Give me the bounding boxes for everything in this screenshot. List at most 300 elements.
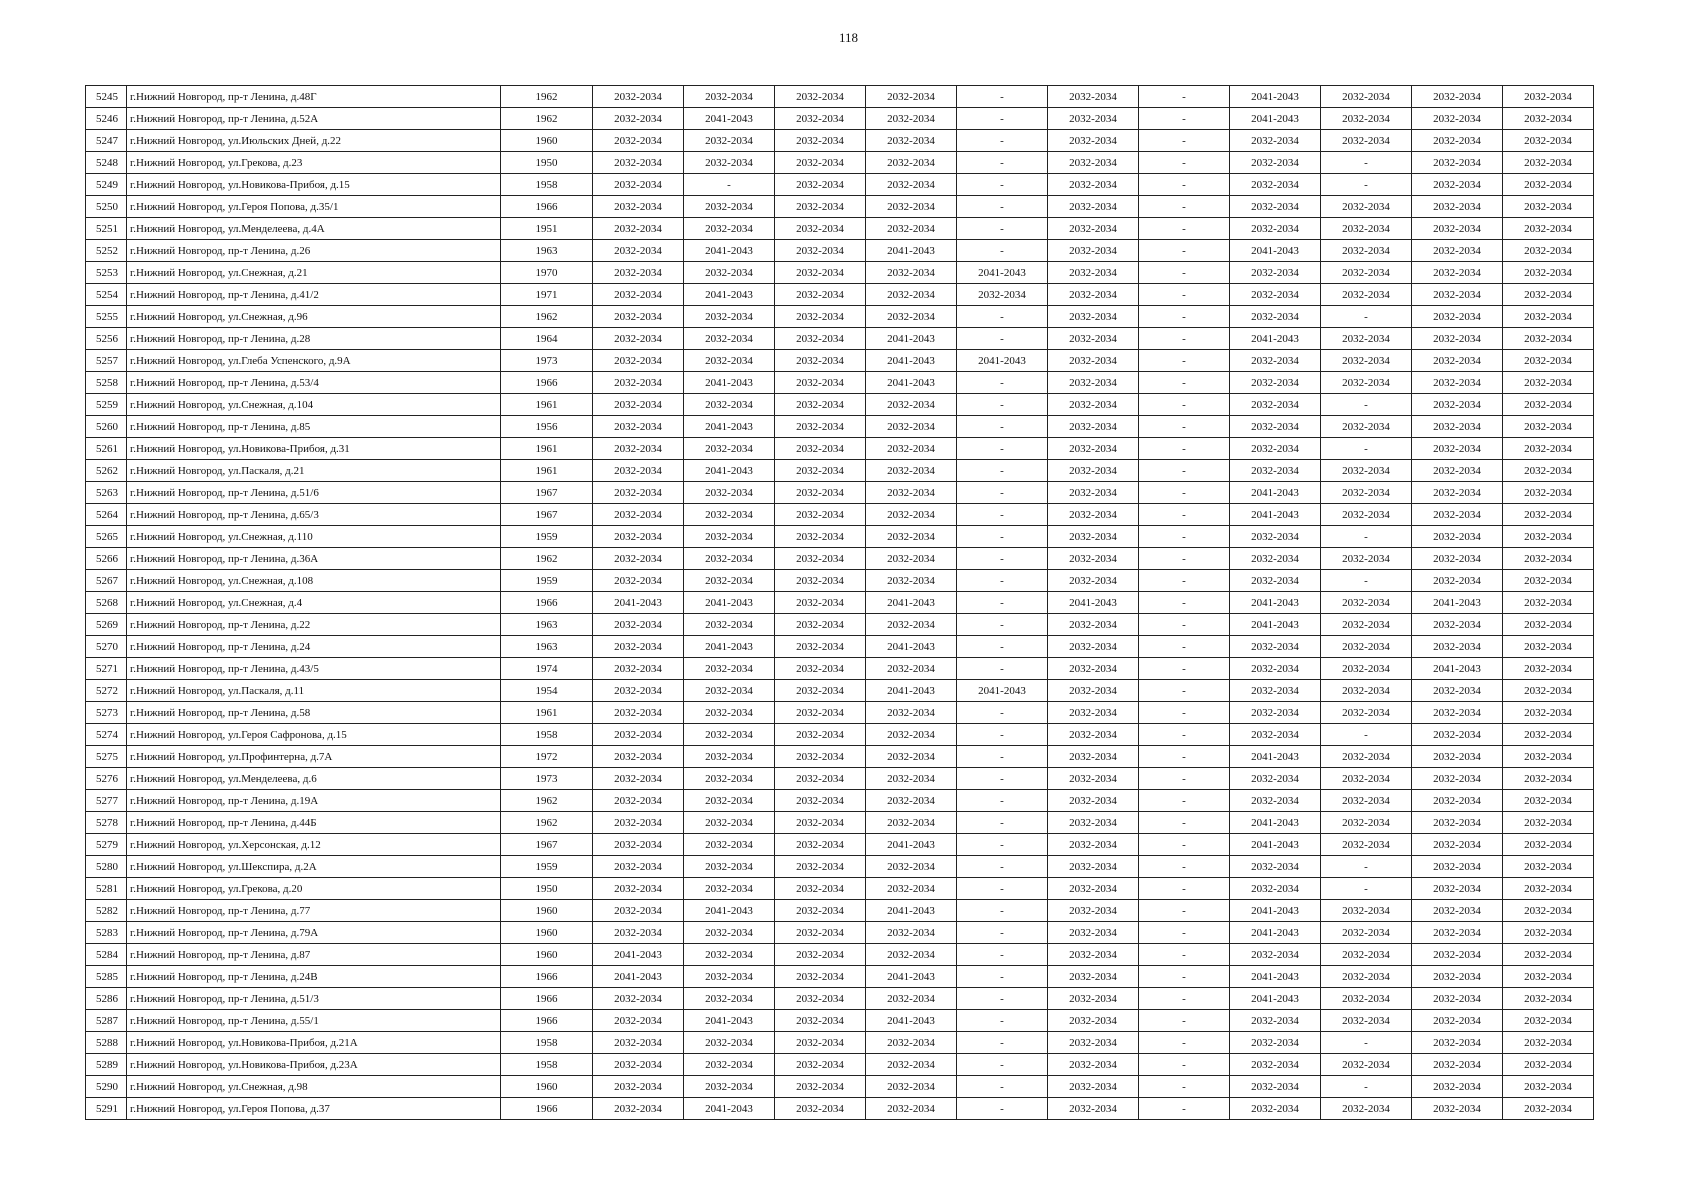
period-cell: 2032-2034: [1412, 680, 1503, 702]
period-cell: 2032-2034: [593, 108, 684, 130]
period-cell: 2032-2034: [1048, 1098, 1139, 1120]
period-cell: -: [1139, 856, 1230, 878]
period-cell: 2041-2043: [593, 966, 684, 988]
period-cell: -: [1321, 878, 1412, 900]
period-cell: -: [1139, 372, 1230, 394]
period-cell: 2032-2034: [1321, 966, 1412, 988]
period-cell: 2032-2034: [684, 724, 775, 746]
period-cell: 2032-2034: [1230, 438, 1321, 460]
address-cell: г.Нижний Новгород, ул.Снежная, д.98: [127, 1076, 501, 1098]
period-cell: 2032-2034: [1048, 240, 1139, 262]
period-cell: 2032-2034: [593, 438, 684, 460]
period-cell: 2032-2034: [1048, 922, 1139, 944]
period-cell: -: [1139, 680, 1230, 702]
period-cell: 2032-2034: [775, 372, 866, 394]
period-cell: 2032-2034: [866, 218, 957, 240]
period-cell: -: [957, 768, 1048, 790]
table-row: [86, 108, 1594, 130]
period-cell: 2032-2034: [1321, 1098, 1412, 1120]
year-cell: 1974: [501, 658, 593, 680]
period-cell: 2032-2034: [775, 460, 866, 482]
period-cell: 2032-2034: [593, 218, 684, 240]
address-cell: г.Нижний Новгород, ул.Июльских Дней, д.22: [127, 130, 501, 152]
period-cell: 2032-2034: [593, 1054, 684, 1076]
table-row: [86, 372, 1594, 394]
period-cell: 2032-2034: [1230, 306, 1321, 328]
period-cell: 2032-2034: [957, 284, 1048, 306]
period-cell: 2032-2034: [593, 768, 684, 790]
period-cell: 2032-2034: [593, 658, 684, 680]
row-number-cell: 5251: [86, 218, 127, 240]
period-cell: 2032-2034: [1412, 196, 1503, 218]
period-cell: 2041-2043: [1230, 812, 1321, 834]
year-cell: 1960: [501, 944, 593, 966]
period-cell: 2032-2034: [1503, 900, 1594, 922]
row-number-cell: 5280: [86, 856, 127, 878]
period-cell: -: [1139, 86, 1230, 108]
period-cell: 2032-2034: [775, 614, 866, 636]
period-cell: -: [1139, 614, 1230, 636]
period-cell: 2032-2034: [1321, 548, 1412, 570]
period-cell: 2032-2034: [1230, 416, 1321, 438]
period-cell: 2032-2034: [866, 944, 957, 966]
table-row: [86, 636, 1594, 658]
table-row: [86, 966, 1594, 988]
period-cell: 2032-2034: [775, 1010, 866, 1032]
address-cell: г.Нижний Новгород, пр-т Ленина, д.43/5: [127, 658, 501, 680]
period-cell: 2032-2034: [775, 86, 866, 108]
period-cell: -: [1321, 570, 1412, 592]
address-cell: г.Нижний Новгород, пр-т Ленина, д.48Г: [127, 86, 501, 108]
period-cell: 2032-2034: [1503, 262, 1594, 284]
period-cell: 2032-2034: [775, 834, 866, 856]
period-cell: 2032-2034: [1230, 196, 1321, 218]
period-cell: 2032-2034: [1503, 416, 1594, 438]
period-cell: 2041-2043: [1230, 86, 1321, 108]
period-cell: -: [1139, 746, 1230, 768]
period-cell: 2032-2034: [866, 878, 957, 900]
year-cell: 1973: [501, 768, 593, 790]
table-row: [86, 592, 1594, 614]
period-cell: 2032-2034: [593, 1032, 684, 1054]
period-cell: 2032-2034: [1048, 460, 1139, 482]
period-cell: 2032-2034: [593, 482, 684, 504]
period-cell: -: [1321, 856, 1412, 878]
period-cell: 2032-2034: [1412, 438, 1503, 460]
period-cell: -: [1139, 482, 1230, 504]
period-cell: 2032-2034: [684, 790, 775, 812]
period-cell: 2032-2034: [684, 746, 775, 768]
period-cell: 2032-2034: [1412, 944, 1503, 966]
period-cell: 2032-2034: [1048, 350, 1139, 372]
period-cell: -: [1139, 350, 1230, 372]
period-cell: -: [1321, 724, 1412, 746]
row-number-cell: 5256: [86, 328, 127, 350]
period-cell: 2032-2034: [1412, 966, 1503, 988]
period-cell: 2032-2034: [684, 548, 775, 570]
period-cell: 2032-2034: [1503, 460, 1594, 482]
address-cell: г.Нижний Новгород, пр-т Ленина, д.51/3: [127, 988, 501, 1010]
row-number-cell: 5253: [86, 262, 127, 284]
period-cell: 2032-2034: [775, 108, 866, 130]
period-cell: 2032-2034: [1321, 636, 1412, 658]
period-cell: 2032-2034: [866, 108, 957, 130]
period-cell: 2032-2034: [1503, 482, 1594, 504]
row-number-cell: 5270: [86, 636, 127, 658]
period-cell: 2032-2034: [1230, 680, 1321, 702]
period-cell: -: [1139, 944, 1230, 966]
period-cell: -: [957, 152, 1048, 174]
row-number-cell: 5250: [86, 196, 127, 218]
period-cell: -: [957, 328, 1048, 350]
period-cell: 2041-2043: [1230, 328, 1321, 350]
period-cell: 2032-2034: [593, 812, 684, 834]
period-cell: 2032-2034: [1503, 570, 1594, 592]
period-cell: 2032-2034: [866, 416, 957, 438]
period-cell: -: [1139, 592, 1230, 614]
period-cell: -: [1139, 570, 1230, 592]
period-cell: 2032-2034: [1230, 658, 1321, 680]
table-row: [86, 504, 1594, 526]
period-cell: 2041-2043: [684, 460, 775, 482]
period-cell: 2032-2034: [1230, 1098, 1321, 1120]
period-cell: 2041-2043: [866, 680, 957, 702]
period-cell: -: [957, 878, 1048, 900]
row-number-cell: 5259: [86, 394, 127, 416]
period-cell: 2032-2034: [866, 1098, 957, 1120]
address-cell: г.Нижний Новгород, ул.Героя Попова, д.37: [127, 1098, 501, 1120]
table-row: [86, 658, 1594, 680]
period-cell: 2032-2034: [593, 680, 684, 702]
period-cell: 2032-2034: [1048, 702, 1139, 724]
period-cell: 2032-2034: [593, 504, 684, 526]
period-cell: 2032-2034: [593, 350, 684, 372]
period-cell: 2032-2034: [1048, 746, 1139, 768]
period-cell: -: [1139, 922, 1230, 944]
period-cell: 2032-2034: [1321, 768, 1412, 790]
period-cell: 2032-2034: [684, 878, 775, 900]
period-cell: -: [957, 966, 1048, 988]
period-cell: 2041-2043: [1230, 834, 1321, 856]
year-cell: 1962: [501, 812, 593, 834]
period-cell: 2032-2034: [866, 306, 957, 328]
period-cell: 2041-2043: [866, 834, 957, 856]
period-cell: 2041-2043: [866, 240, 957, 262]
year-cell: 1962: [501, 86, 593, 108]
period-cell: 2032-2034: [1412, 570, 1503, 592]
year-cell: 1971: [501, 284, 593, 306]
address-cell: г.Нижний Новгород, ул.Паскаля, д.21: [127, 460, 501, 482]
period-cell: -: [957, 482, 1048, 504]
period-cell: 2032-2034: [775, 1076, 866, 1098]
row-number-cell: 5271: [86, 658, 127, 680]
period-cell: 2032-2034: [1048, 328, 1139, 350]
address-cell: г.Нижний Новгород, ул.Паскаля, д.11: [127, 680, 501, 702]
period-cell: 2032-2034: [1503, 1098, 1594, 1120]
period-cell: 2032-2034: [775, 1032, 866, 1054]
period-cell: 2032-2034: [775, 636, 866, 658]
period-cell: -: [957, 504, 1048, 526]
period-cell: -: [1139, 834, 1230, 856]
address-cell: г.Нижний Новгород, пр-т Ленина, д.19А: [127, 790, 501, 812]
period-cell: 2032-2034: [1503, 152, 1594, 174]
period-cell: -: [684, 174, 775, 196]
table-row: [86, 790, 1594, 812]
period-cell: 2032-2034: [1412, 548, 1503, 570]
address-cell: г.Нижний Новгород, ул.Снежная, д.4: [127, 592, 501, 614]
period-cell: 2032-2034: [1503, 548, 1594, 570]
address-cell: г.Нижний Новгород, ул.Грекова, д.23: [127, 152, 501, 174]
period-cell: 2032-2034: [1321, 592, 1412, 614]
period-cell: 2032-2034: [866, 922, 957, 944]
address-cell: г.Нижний Новгород, пр-т Ленина, д.22: [127, 614, 501, 636]
period-cell: 2032-2034: [1412, 108, 1503, 130]
period-cell: -: [1139, 1076, 1230, 1098]
period-cell: 2032-2034: [684, 944, 775, 966]
period-cell: -: [1321, 306, 1412, 328]
period-cell: 2032-2034: [775, 790, 866, 812]
period-cell: 2032-2034: [1503, 394, 1594, 416]
period-cell: 2032-2034: [593, 284, 684, 306]
row-number-cell: 5262: [86, 460, 127, 482]
period-cell: -: [1321, 1032, 1412, 1054]
period-cell: 2032-2034: [593, 328, 684, 350]
period-cell: 2032-2034: [775, 350, 866, 372]
period-cell: 2032-2034: [775, 218, 866, 240]
table-row: [86, 856, 1594, 878]
period-cell: -: [957, 614, 1048, 636]
address-cell: г.Нижний Новгород, ул.Снежная, д.104: [127, 394, 501, 416]
period-cell: 2041-2043: [1230, 240, 1321, 262]
period-cell: 2032-2034: [1412, 614, 1503, 636]
period-cell: 2032-2034: [1048, 438, 1139, 460]
period-cell: 2032-2034: [684, 812, 775, 834]
period-cell: 2032-2034: [866, 526, 957, 548]
period-cell: 2032-2034: [775, 702, 866, 724]
period-cell: 2032-2034: [1321, 350, 1412, 372]
period-cell: 2032-2034: [1412, 262, 1503, 284]
address-cell: г.Нижний Новгород, ул.Снежная, д.96: [127, 306, 501, 328]
period-cell: 2041-2043: [1230, 482, 1321, 504]
period-cell: 2032-2034: [1503, 680, 1594, 702]
period-cell: 2032-2034: [1321, 482, 1412, 504]
period-cell: 2032-2034: [684, 1054, 775, 1076]
address-cell: г.Нижний Новгород, ул.Новикова-Прибоя, д.23А: [127, 1054, 501, 1076]
period-cell: 2032-2034: [775, 922, 866, 944]
period-cell: 2032-2034: [1412, 746, 1503, 768]
period-cell: 2032-2034: [1048, 856, 1139, 878]
period-cell: 2032-2034: [866, 284, 957, 306]
row-number-cell: 5260: [86, 416, 127, 438]
period-cell: -: [957, 592, 1048, 614]
period-cell: 2041-2043: [866, 1010, 957, 1032]
period-cell: 2032-2034: [1503, 966, 1594, 988]
row-number-cell: 5269: [86, 614, 127, 636]
period-cell: 2032-2034: [1503, 1054, 1594, 1076]
period-cell: 2032-2034: [775, 1054, 866, 1076]
period-cell: 2032-2034: [1503, 702, 1594, 724]
period-cell: 2032-2034: [1230, 350, 1321, 372]
period-cell: 2032-2034: [684, 86, 775, 108]
row-number-cell: 5274: [86, 724, 127, 746]
address-cell: г.Нижний Новгород, пр-т Ленина, д.52А: [127, 108, 501, 130]
period-cell: 2032-2034: [684, 526, 775, 548]
period-cell: 2032-2034: [1048, 658, 1139, 680]
year-cell: 1961: [501, 394, 593, 416]
period-cell: 2032-2034: [775, 416, 866, 438]
address-cell: г.Нижний Новгород, ул.Героя Попова, д.35/1: [127, 196, 501, 218]
period-cell: 2032-2034: [1230, 570, 1321, 592]
year-cell: 1958: [501, 174, 593, 196]
period-cell: 2032-2034: [1321, 900, 1412, 922]
period-cell: 2032-2034: [1321, 922, 1412, 944]
housing-register-table: [85, 85, 1594, 1120]
address-cell: г.Нижний Новгород, ул.Снежная, д.21: [127, 262, 501, 284]
year-cell: 1966: [501, 592, 593, 614]
row-number-cell: 5288: [86, 1032, 127, 1054]
year-cell: 1954: [501, 680, 593, 702]
table-row: [86, 812, 1594, 834]
period-cell: 2041-2043: [684, 372, 775, 394]
period-cell: 2032-2034: [1503, 174, 1594, 196]
period-cell: 2032-2034: [593, 174, 684, 196]
period-cell: 2032-2034: [775, 482, 866, 504]
period-cell: 2032-2034: [775, 746, 866, 768]
period-cell: 2032-2034: [684, 196, 775, 218]
period-cell: 2032-2034: [1412, 526, 1503, 548]
period-cell: 2032-2034: [1412, 394, 1503, 416]
period-cell: 2032-2034: [1412, 812, 1503, 834]
period-cell: 2032-2034: [1230, 878, 1321, 900]
period-cell: 2032-2034: [866, 746, 957, 768]
period-cell: -: [1139, 1032, 1230, 1054]
period-cell: -: [1139, 306, 1230, 328]
period-cell: 2032-2034: [1412, 1054, 1503, 1076]
period-cell: 2032-2034: [1048, 416, 1139, 438]
table-body: [86, 86, 1594, 1120]
period-cell: 2032-2034: [593, 878, 684, 900]
period-cell: 2032-2034: [1321, 614, 1412, 636]
period-cell: 2032-2034: [1321, 262, 1412, 284]
period-cell: 2041-2043: [684, 416, 775, 438]
period-cell: 2032-2034: [1503, 196, 1594, 218]
period-cell: 2032-2034: [775, 240, 866, 262]
period-cell: -: [1321, 438, 1412, 460]
period-cell: 2032-2034: [1503, 504, 1594, 526]
row-number-cell: 5275: [86, 746, 127, 768]
period-cell: 2032-2034: [1412, 922, 1503, 944]
period-cell: 2032-2034: [1321, 834, 1412, 856]
period-cell: 2032-2034: [775, 658, 866, 680]
period-cell: 2032-2034: [1048, 1054, 1139, 1076]
period-cell: 2032-2034: [1230, 548, 1321, 570]
period-cell: 2032-2034: [1503, 372, 1594, 394]
period-cell: 2032-2034: [866, 130, 957, 152]
period-cell: -: [1139, 504, 1230, 526]
period-cell: 2032-2034: [1412, 702, 1503, 724]
address-cell: г.Нижний Новгород, пр-т Ленина, д.58: [127, 702, 501, 724]
year-cell: 1966: [501, 988, 593, 1010]
table-row: [86, 416, 1594, 438]
period-cell: 2041-2043: [866, 350, 957, 372]
row-number-cell: 5268: [86, 592, 127, 614]
period-cell: 2032-2034: [1412, 900, 1503, 922]
period-cell: 2032-2034: [1048, 834, 1139, 856]
period-cell: 2032-2034: [1048, 482, 1139, 504]
period-cell: 2032-2034: [593, 152, 684, 174]
period-cell: 2032-2034: [866, 152, 957, 174]
period-cell: 2032-2034: [1321, 196, 1412, 218]
table-row: [86, 262, 1594, 284]
period-cell: 2032-2034: [866, 658, 957, 680]
period-cell: 2032-2034: [1412, 988, 1503, 1010]
row-number-cell: 5284: [86, 944, 127, 966]
table-row: [86, 306, 1594, 328]
table-row: [86, 1098, 1594, 1120]
period-cell: -: [1139, 658, 1230, 680]
table-row: [86, 196, 1594, 218]
period-cell: 2032-2034: [1503, 724, 1594, 746]
period-cell: 2032-2034: [1321, 108, 1412, 130]
table-row: [86, 174, 1594, 196]
period-cell: 2032-2034: [1048, 372, 1139, 394]
row-number-cell: 5264: [86, 504, 127, 526]
period-cell: 2032-2034: [1230, 394, 1321, 416]
period-cell: 2032-2034: [684, 834, 775, 856]
year-cell: 1966: [501, 966, 593, 988]
row-number-cell: 5248: [86, 152, 127, 174]
row-number-cell: 5254: [86, 284, 127, 306]
row-number-cell: 5291: [86, 1098, 127, 1120]
period-cell: 2032-2034: [593, 922, 684, 944]
address-cell: г.Нижний Новгород, пр-т Ленина, д.85: [127, 416, 501, 438]
table-row: [86, 746, 1594, 768]
period-cell: 2032-2034: [1321, 680, 1412, 702]
address-cell: г.Нижний Новгород, пр-т Ленина, д.53/4: [127, 372, 501, 394]
period-cell: 2041-2043: [1048, 592, 1139, 614]
row-number-cell: 5278: [86, 812, 127, 834]
table-row: [86, 944, 1594, 966]
period-cell: 2041-2043: [684, 592, 775, 614]
period-cell: 2032-2034: [1048, 724, 1139, 746]
year-cell: 1962: [501, 548, 593, 570]
row-number-cell: 5252: [86, 240, 127, 262]
period-cell: 2032-2034: [775, 724, 866, 746]
period-cell: -: [957, 130, 1048, 152]
period-cell: 2032-2034: [1321, 240, 1412, 262]
period-cell: 2032-2034: [1503, 834, 1594, 856]
year-cell: 1972: [501, 746, 593, 768]
period-cell: 2032-2034: [593, 262, 684, 284]
row-number-cell: 5277: [86, 790, 127, 812]
period-cell: 2032-2034: [684, 504, 775, 526]
row-number-cell: 5247: [86, 130, 127, 152]
period-cell: 2032-2034: [1412, 218, 1503, 240]
period-cell: 2032-2034: [1048, 614, 1139, 636]
period-cell: 2041-2043: [1230, 504, 1321, 526]
period-cell: -: [957, 746, 1048, 768]
row-number-cell: 5273: [86, 702, 127, 724]
row-number-cell: 5263: [86, 482, 127, 504]
table-row: [86, 1054, 1594, 1076]
period-cell: 2032-2034: [1230, 702, 1321, 724]
period-cell: -: [957, 636, 1048, 658]
table-row: [86, 680, 1594, 702]
address-cell: г.Нижний Новгород, ул.Глеба Успенского, д.9А: [127, 350, 501, 372]
row-number-cell: 5281: [86, 878, 127, 900]
period-cell: 2032-2034: [593, 526, 684, 548]
period-cell: -: [957, 812, 1048, 834]
